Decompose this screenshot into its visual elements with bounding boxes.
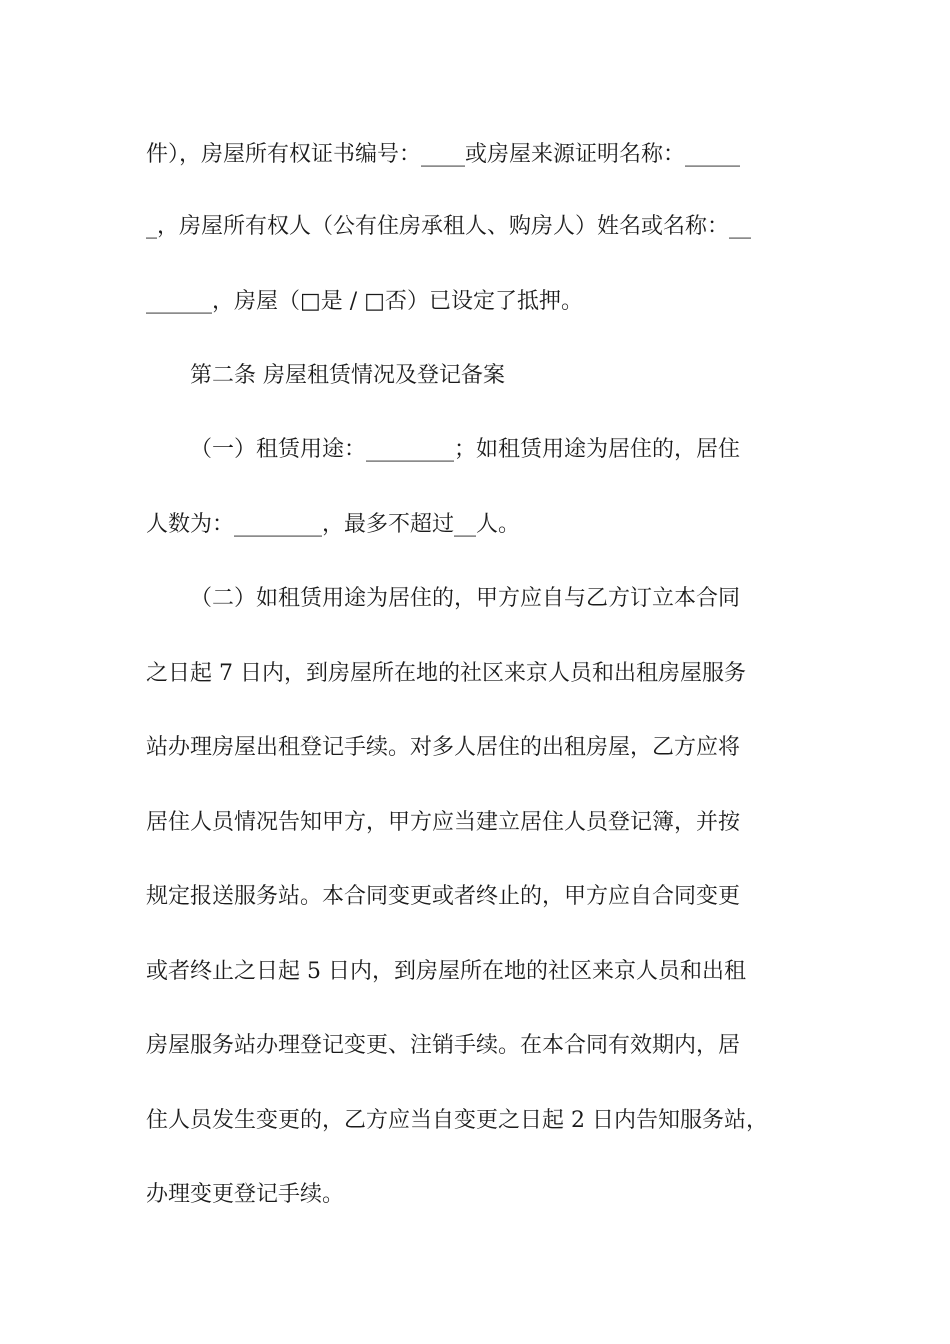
paragraph-line: 住人员发生变更的，乙方应当自变更之日起 2 日内告知服务站， [146, 1108, 768, 1133]
paragraph-line: _，房屋所有权人（公有住房承租人、购房人）姓名或名称：__ [146, 214, 752, 239]
paragraph-line: 或者终止之日起 5 日内，到房屋所在地的社区来京人员和出租 [146, 959, 746, 984]
paragraph-line: 居住人员情况告知甲方，甲方应当建立居住人员登记簿，并按 [146, 810, 741, 835]
paragraph-line: （二）如租赁用途为居住的，甲方应自与乙方订立本合同 [190, 586, 741, 611]
paragraph-line: 规定报送服务站。本合同变更或者终止的，甲方应自合同变更 [146, 884, 741, 909]
paragraph-line: 房屋服务站办理登记变更、注销手续。在本合同有效期内，居 [146, 1033, 741, 1058]
paragraph-line: ______，房屋（□是 / □否）已设定了抵押。 [146, 289, 583, 314]
paragraph-line: 之日起 7 日内，到房屋所在地的社区来京人员和出租房屋服务 [146, 661, 746, 686]
section-heading: 第二条 房屋租赁情况及登记备案 [190, 363, 505, 388]
paragraph-line: 人数为：________，最多不超过__人。 [146, 512, 521, 537]
paragraph-line: 件），房屋所有权证书编号：____或房屋来源证明名称：_____ [146, 142, 741, 167]
paragraph-line: （一）租赁用途：________；如租赁用途为居住的，居住 [190, 437, 741, 462]
paragraph-line: 办理变更登记手续。 [146, 1182, 345, 1207]
paragraph-line: 站办理房屋出租登记手续。对多人居住的出租房屋，乙方应将 [146, 735, 741, 760]
